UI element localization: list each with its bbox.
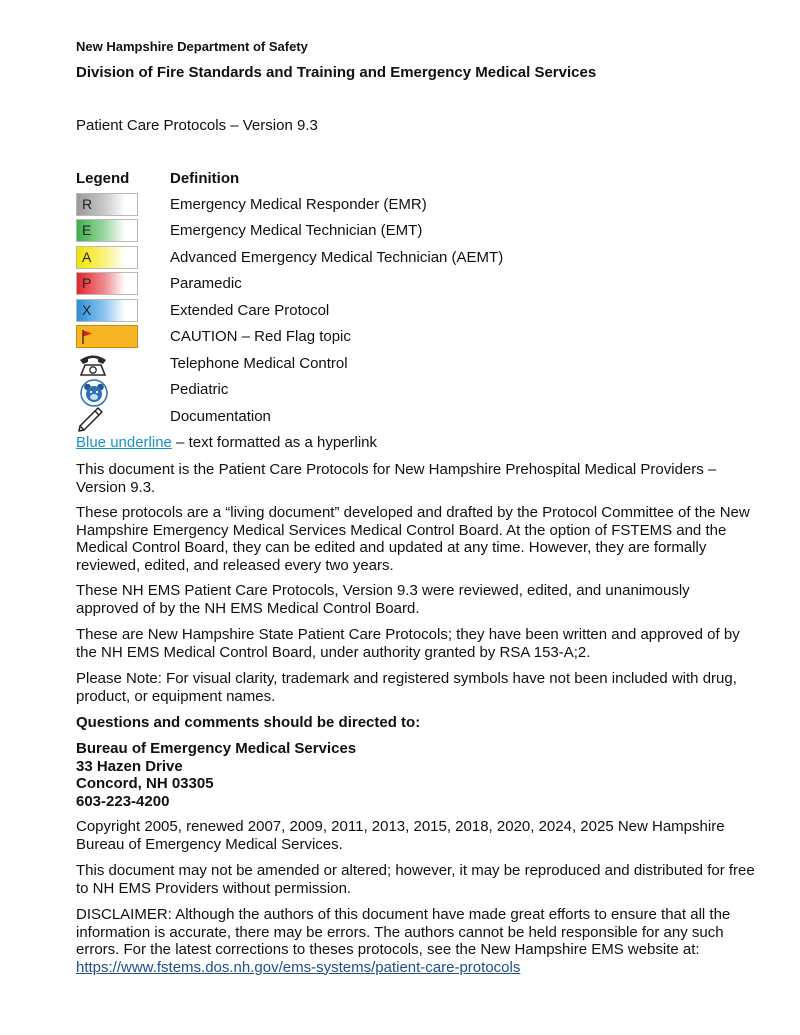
extended-care-symbol: X bbox=[82, 302, 92, 318]
disclaimer-text: DISCLAIMER: Although the authors of this document have made great efforts to ensure that all the information is accurate, there may be errors. The authors cannot be held responsible for any such errors. For the latest corrections to theses protocols, see the New Hampshire EMS website at: bbox=[76, 906, 731, 958]
pencil-icon bbox=[76, 406, 104, 434]
contact-address bbox=[76, 740, 756, 810]
copyright-paragraph: Copyright 2005, renewed 2007, 2009, 2011, 2013, 2015, 2018, 2020, 2024, 2025 New Hampshire Bureau of Emergency Medical Services. bbox=[76, 818, 725, 853]
legend-column-header: Legend bbox=[76, 170, 130, 187]
emt-symbol: E bbox=[82, 222, 92, 238]
pediatric-definition: Pediatric bbox=[170, 381, 229, 398]
aemt-definition: Advanced Emergency Medical Technician (AEMT) bbox=[170, 249, 504, 266]
emt-definition: Emergency Medical Technician (EMT) bbox=[170, 222, 423, 239]
extended-care-chip bbox=[76, 299, 138, 322]
emt-chip bbox=[76, 219, 138, 242]
paramedic-chip bbox=[76, 272, 138, 295]
caution-chip bbox=[76, 325, 138, 348]
version-line: Patient Care Protocols – Version 9.3 bbox=[76, 117, 318, 134]
extended-care-definition: Extended Care Protocol bbox=[170, 302, 330, 319]
hyperlink-legend bbox=[76, 434, 377, 451]
questions-heading: Questions and comments should be directed to: bbox=[76, 714, 421, 731]
caution-definition: CAUTION – Red Flag topic bbox=[170, 328, 351, 345]
telephone-icon bbox=[76, 350, 110, 378]
intro-paragraph: This document is the Patient Care Protocols for New Hampshire Prehospital Medical Providers – Version 9.3. bbox=[76, 461, 717, 496]
phone-number: 603-223-4200 bbox=[76, 792, 170, 810]
living-document-paragraph: These protocols are a “living document” developed and drafted by the Protocol Committee of the New Hampshire Emergency Medical Services Medical Control Board. At the option of FSTEMS and the Medical Control Board, they can be edited and updated at any time. However, they are formally reviewed, edited, and released every two years. bbox=[76, 504, 750, 574]
authority-paragraph: These are New Hampshire State Patient Care Protocols; they have been written and approved of by the NH EMS Medical Control Board, under authority granted by RSA 153-A;2. bbox=[76, 626, 740, 661]
hyperlink-sample[interactable]: Blue underline bbox=[76, 434, 172, 451]
disclaimer-paragraph bbox=[76, 906, 756, 976]
paramedic-symbol: P bbox=[82, 275, 92, 291]
approval-paragraph: These NH EMS Patient Care Protocols, Version 9.3 were reviewed, edited, and unanimously approved of by the NH EMS Medical Control Board. bbox=[76, 582, 690, 617]
aemt-chip bbox=[76, 246, 138, 269]
paramedic-definition: Paramedic bbox=[170, 275, 242, 292]
website-link[interactable]: https://www.fstems.dos.nh.gov/ems-systems/patient-care-protocols bbox=[76, 958, 521, 976]
teddy-bear-icon bbox=[79, 379, 109, 407]
address-line: Bureau of Emergency Medical Services bbox=[76, 740, 357, 757]
department-heading: New Hampshire Department of Safety bbox=[76, 39, 308, 54]
aemt-symbol: A bbox=[82, 249, 92, 265]
emr-definition: Emergency Medical Responder (EMR) bbox=[170, 196, 427, 213]
emr-symbol: R bbox=[82, 196, 93, 212]
hyperlink-description: – text formatted as a hyperlink bbox=[171, 434, 378, 451]
documentation-definition: Documentation bbox=[170, 408, 271, 425]
trademark-note-paragraph: Please Note: For visual clarity, trademark and registered symbols have not been included with drug, product, or equipment names. bbox=[76, 670, 737, 705]
telephone-definition: Telephone Medical Control bbox=[170, 355, 348, 372]
amend-paragraph: This document may not be amended or altered; however, it may be reproduced and distributed for free to NH EMS Providers without permission. bbox=[76, 862, 755, 897]
emr-chip bbox=[76, 193, 138, 216]
address-line: Concord, NH 03305 bbox=[76, 775, 214, 792]
red-flag-icon bbox=[81, 329, 95, 345]
definition-column-header: Definition bbox=[170, 170, 240, 187]
division-heading: Division of Fire Standards and Training and Emergency Medical Services bbox=[76, 64, 597, 81]
address-line: 33 Hazen Drive bbox=[76, 757, 183, 775]
